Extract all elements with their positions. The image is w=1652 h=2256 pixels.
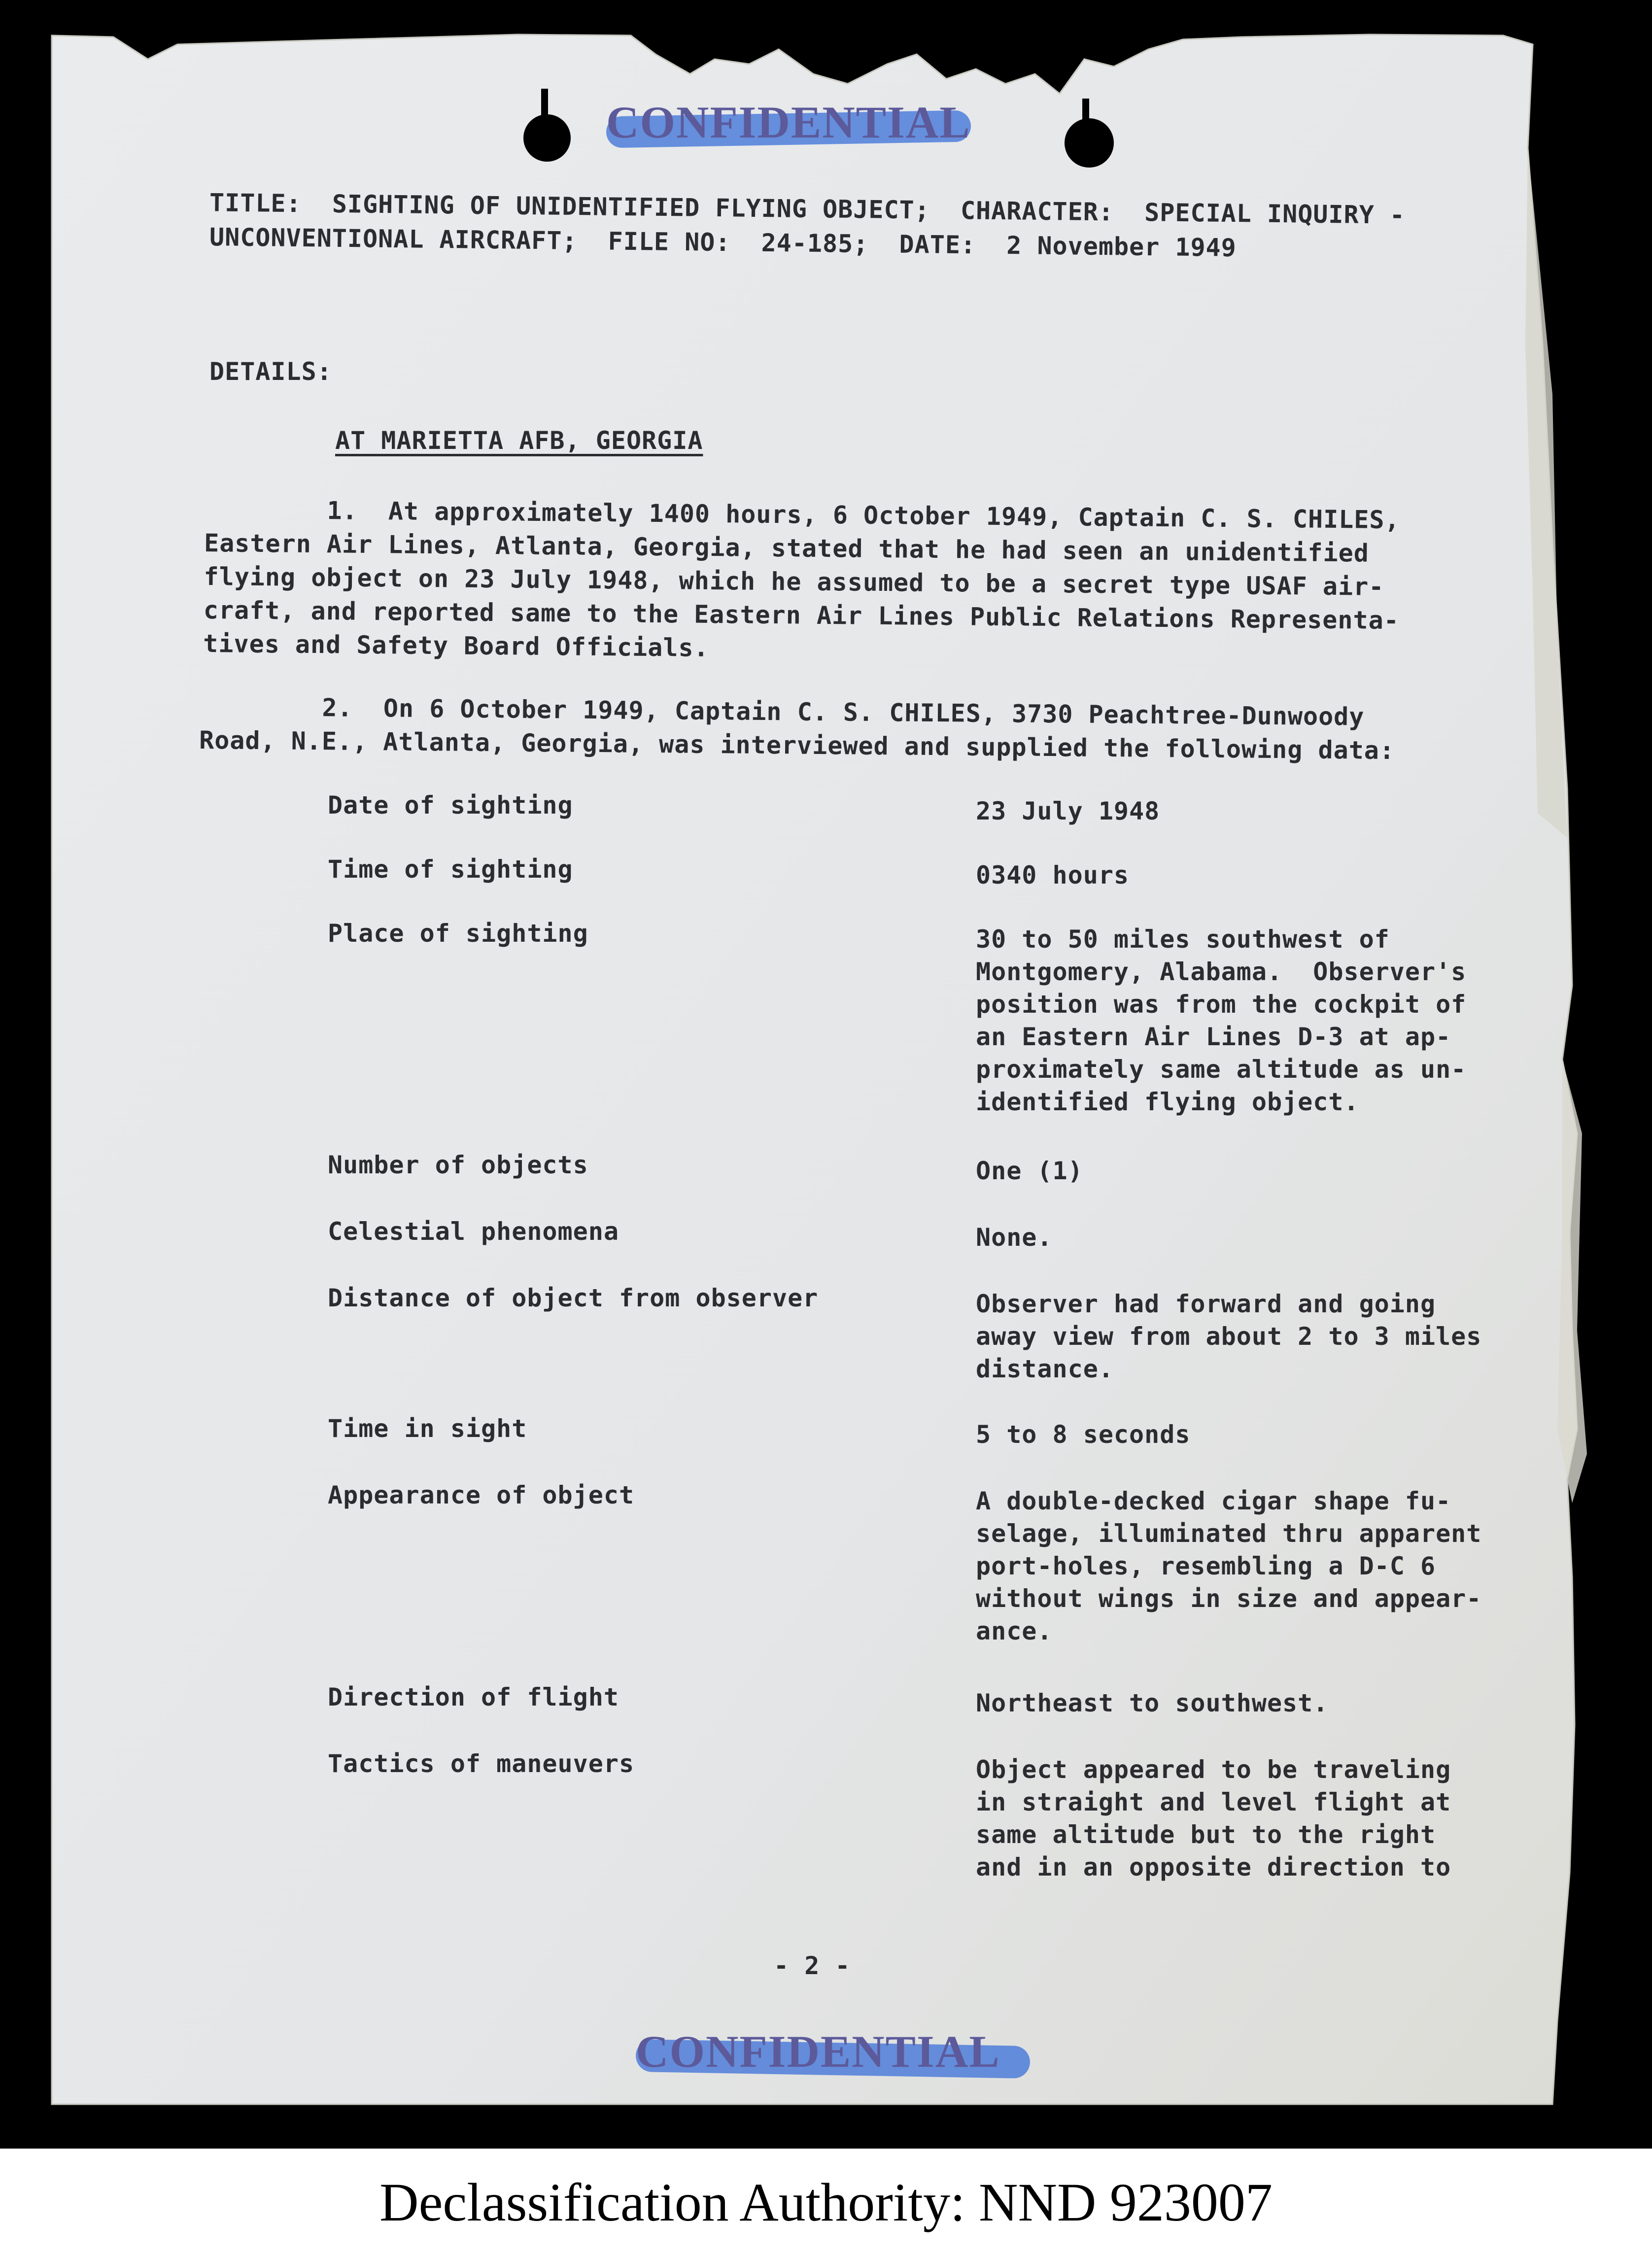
data-row-value: same altitude but to the right [976, 1820, 1436, 1849]
data-row-value: A double-decked cigar shape fu- [976, 1487, 1451, 1515]
paragraph-2-line: 2. On 6 October 1949, Captain C. S. CHILES, 3730 Peachtree-Dunwoody [199, 692, 1365, 731]
paragraph-1-line: flying object on 23 July 1948, which he assumed to be a secret type USAF air- [204, 562, 1384, 601]
confidential-stamp-bottom: CONFIDENTIAL [636, 2026, 1000, 2077]
data-row-label: Direction of flight [328, 1683, 619, 1711]
data-row-value: identified flying object. [976, 1088, 1359, 1116]
data-row-value: port-holes, resembling a D-C 6 [976, 1552, 1436, 1580]
paragraph-1-line: tives and Safety Board Officials. [203, 629, 709, 662]
data-row-label: Celestial phenomena [328, 1217, 619, 1246]
data-row-value: 30 to 50 miles southwest of [976, 925, 1390, 954]
punch-hole-right-slot [1082, 99, 1089, 153]
data-row-value: position was from the cockpit of [976, 990, 1467, 1019]
data-row-label: Distance of object from observer [328, 1284, 819, 1312]
data-row-label: Date of sighting [328, 791, 573, 820]
data-row-value: ance. [976, 1617, 1053, 1645]
data-row-value: away view from about 2 to 3 miles [976, 1322, 1482, 1351]
data-row-value: and in an opposite direction to [976, 1853, 1451, 1881]
paragraph-1-line: craft, and reported same to the Eastern Air Lines Public Relations Representa- [203, 595, 1400, 635]
data-row-value: 23 July 1948 [976, 797, 1160, 825]
data-row-label: Time of sighting [328, 855, 573, 884]
data-row-value: without wings in size and appear- [976, 1584, 1482, 1613]
punch-hole-left-slot [541, 89, 548, 143]
data-row-value: in straight and level flight at [976, 1788, 1451, 1816]
title-line-2: UNCONVENTIONAL AIRCRAFT; FILE NO: 24-185; DATE: 2 November 1949 [209, 223, 1237, 262]
data-row-value: an Eastern Air Lines D-3 at ap- [976, 1023, 1451, 1051]
data-row-value: 5 to 8 seconds [976, 1420, 1191, 1449]
data-row-value: distance. [976, 1355, 1114, 1383]
data-row-value: Northeast to southwest. [976, 1689, 1329, 1717]
data-row-value: Montgomery, Alabama. Observer's [976, 957, 1467, 986]
data-row-value: 0340 hours [976, 861, 1130, 889]
data-row-label: Appearance of object [328, 1481, 635, 1509]
data-row-value: One (1) [976, 1157, 1083, 1185]
paragraph-2-line: Road, N.E., Atlanta, Georgia, was interviewed and supplied the following data: [199, 725, 1395, 765]
details-label: DETAILS: [209, 357, 332, 386]
data-row-value: Observer had forward and going [976, 1290, 1436, 1318]
title-line-1: TITLE: SIGHTING OF UNIDENTIFIED FLYING OBJECT; CHARACTER: SPECIAL INQUIRY - [209, 188, 1406, 230]
data-row-label: Place of sighting [328, 919, 588, 948]
page-number: - 2 - [774, 1951, 851, 1980]
data-row-value: Object appeared to be traveling [976, 1755, 1451, 1784]
data-row-label: Time in sight [328, 1414, 527, 1443]
declassification-footer: Declassification Authority: NND 923007 [0, 2149, 1652, 2256]
data-row-label: Tactics of maneuvers [328, 1749, 635, 1778]
paragraph-1-line: 1. At approximately 1400 hours, 6 October 1949, Captain C. S. CHILES, [204, 495, 1400, 535]
location-heading: AT MARIETTA AFB, GEORGIA [335, 426, 703, 455]
confidential-stamp-top: CONFIDENTIAL [606, 97, 971, 147]
paragraph-1-line: Eastern Air Lines, Atlanta, Georgia, stated that he had seen an unidentified [204, 528, 1370, 568]
data-row-value: selage, illuminated thru apparent [976, 1519, 1482, 1548]
data-row-label: Number of objects [328, 1151, 588, 1179]
data-row-value: proximately same altitude as un- [976, 1055, 1467, 1084]
data-row-value: None. [976, 1223, 1053, 1252]
